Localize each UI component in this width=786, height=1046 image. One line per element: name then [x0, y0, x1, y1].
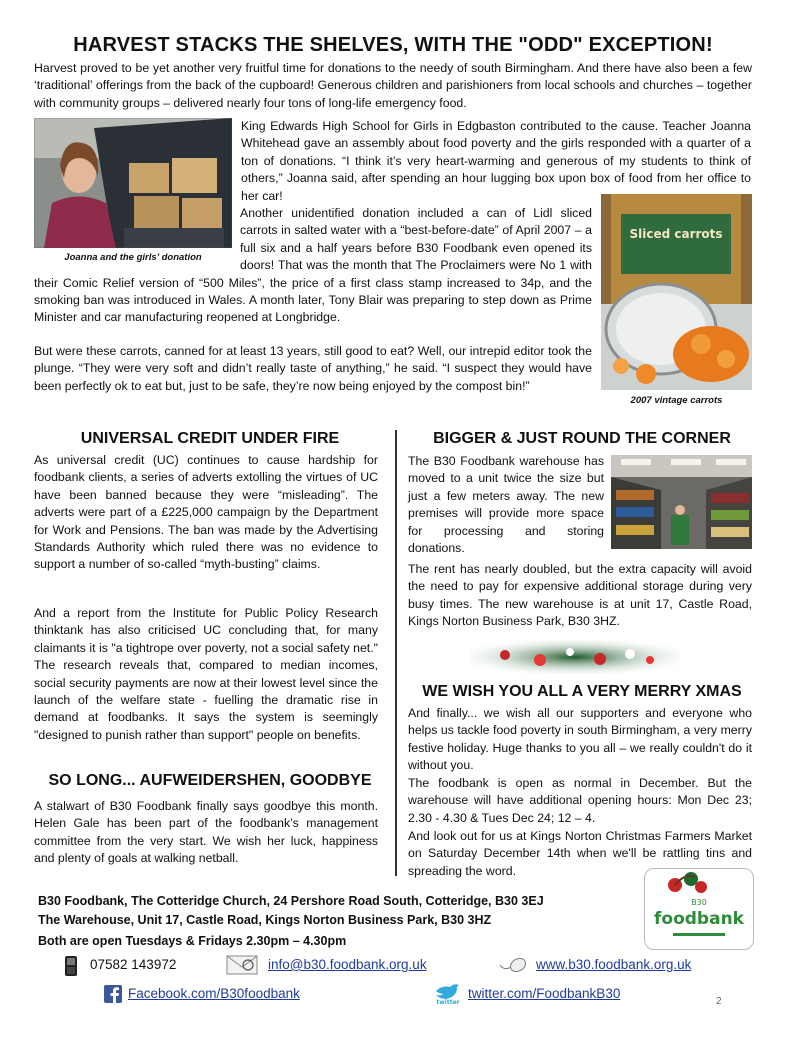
page-number: 2: [716, 996, 722, 1007]
twitter-bird-icon: [432, 981, 464, 1005]
web-mouse-icon: [498, 955, 528, 975]
bigger-paragraph-1: The B30 Foodbank warehouse has moved to a unit twice the size but just a few meters away. The new premises will provide more space for processing and storing donations.: [408, 454, 604, 556]
mobile-phone-icon: [64, 955, 78, 977]
phone-number: 07582 143972: [90, 957, 177, 972]
column-divider: [395, 430, 397, 876]
facebook-link[interactable]: Facebook.com/B30foodbank: [128, 986, 300, 1001]
harvest-eat-paragraph: But were these carrots, canned for at least 13 years, still good to eat? Well, our intrepid editor took the plunge. “They were very soft and didn’t really taste of anything,” he said. “I suspect they would have been perfectly ok to eat but, just to be safe, they’re now being enjoyed by the compost bin!”: [34, 344, 592, 393]
festive-banner-image: [470, 640, 680, 674]
harvest-carrots-block: [34, 205, 592, 327]
goodbye-heading: SO LONG... AUFWEIDERSHEN, GOODBYE: [48, 772, 372, 789]
xmas-paragraph-1: And finally... we wish all our supporters and everyone who helps us tackle food poverty in south Birmingham, a very merry festive holiday. Huge thanks to you all – we really couldn't do it without you.: [408, 706, 752, 773]
footer-opening-hours: Both are open Tuesdays & Fridays 2.30pm – 4.30pm: [38, 934, 347, 948]
uc-paragraph-1: As universal credit (UC) continues to cause hardship for foodbank clients, a series of adverts extolling the virtues of UC have been banned because they were “misleading”. The adverts were part of a £225,000 campaign by the Department for Work and Pensions. The ban was made by the Advertising Standards Authority which ruled there was no evidence to support a number of so-called “myth-busting” claims.: [34, 453, 378, 572]
foodbank-logo: [644, 868, 754, 950]
harvest-carrots-paragraph: Another unidentified donation included a can of Lidl sliced carrots in salted water with a “best-before-date” of April 2007 – a full six and a half years before B30 Foodbank even opened its doors! That was the month that The Proclaimers were No 1 with their Comic Relief version of “500 Miles”, the price of a first class stamp increased to 34p, and the smoking ban was introduced in Wales. A month later, Tony Blair was preparing to step down as Prime Minister and car manufacturing reopened at Longbridge.: [34, 206, 592, 325]
email-link[interactable]: info@b30.foodbank.org.uk: [268, 957, 427, 972]
uc-paragraph-2: And a report from the Institute for Public Policy Research thinktank has also criticised UC concluding that, for many claimants it is "a tightrope over poverty, not a social safety net." The research reveals that, compared to median incomes, social security payments are now at their lowest level since the launch of the welfare state - fuelling the dramatic rise in demand at foodbanks. It says the system is seemingly "designed to punish rather than support" people on benefits.: [34, 606, 378, 742]
footer-address-church: B30 Foodbank, The Cotteridge Church, 24 Pershore Road South, Cotteridge, B30 3EJ: [38, 894, 544, 908]
float-spacer: [34, 205, 240, 269]
can-label-word-1: Sliced carrots: [629, 227, 723, 241]
xmas-paragraph-3: And look out for us at Kings Norton Christmas Farmers Market on Saturday December 14th when we'll be rattling tins and spreading the word.: [408, 829, 752, 878]
twitter-badge-text: twitter: [436, 999, 460, 1005]
joanna-photo-caption: Joanna and the girls’ donation: [64, 252, 202, 263]
carrots-photo-caption: 2007 vintage carrots: [630, 395, 723, 406]
page-headline: HARVEST STACKS THE SHELVES, WITH THE "ODD" EXCEPTION!: [73, 34, 713, 56]
facebook-icon: [104, 985, 122, 1003]
bigger-heading: BIGGER & JUST ROUND THE CORNER: [433, 430, 731, 447]
uc-heading: UNIVERSAL CREDIT UNDER FIRE: [80, 430, 340, 447]
footer-address-warehouse: The Warehouse, Unit 17, Castle Road, Kings Norton Business Park, B30 3HZ: [38, 913, 492, 927]
warehouse-photo: [611, 455, 752, 549]
harvest-intro: Harvest proved to be yet another very fruitful time for donations to the needy of south Birmingham. And there have also been a few ‘traditional’ offerings from the back of the cupboard! Generous children and parishioners from local schools and churches – together with community groups – delivered nearly four tons of long-life emergency food.: [34, 61, 752, 110]
website-link[interactable]: www.b30.foodbank.org.uk: [536, 957, 692, 972]
bigger-paragraph-2: The rent has nearly doubled, but the extra capacity will avoid the need to pay for expensive additional storage during very busy times. The new warehouse is at unit 17, Castle Road, Kings Norton Business Park, B30 3HZ.: [408, 562, 752, 629]
logo-b30-text: B30: [691, 898, 707, 907]
xmas-paragraph-2: The foodbank is open as normal in December. But the warehouse will have additional opening hours: Mon Dec 23; 2.30 - 4.30 & Tues Dec 24; 12 – 4.: [408, 776, 752, 825]
twitter-link[interactable]: twitter.com/FoodbankB30: [468, 986, 621, 1001]
logo-foodbank-text: foodbank: [654, 909, 744, 929]
xmas-heading: WE WISH YOU ALL A VERY MERRY XMAS: [422, 683, 742, 700]
email-icon: [226, 954, 258, 976]
harvest-kehs-paragraph: King Edwards High School for Girls in Edgbaston contributed to the cause. Teacher Joanna Whitehead gave an assembly about food poverty and the girls responded with a quarter of a ton of donations. “I think it’s very heart-warming and generous of my students to think of others,” Joanna said, after spending an hour lugging box upon box of food from her office to her car!: [241, 119, 751, 203]
carrots-photo: [601, 194, 752, 390]
goodbye-paragraph: A stalwart of B30 Foodbank finally says goodbye this month. Helen Gale has been part of the foodbank’s management committee from the very start. We wish her luck, happiness and plenty of goals at walking netball.: [34, 799, 378, 866]
